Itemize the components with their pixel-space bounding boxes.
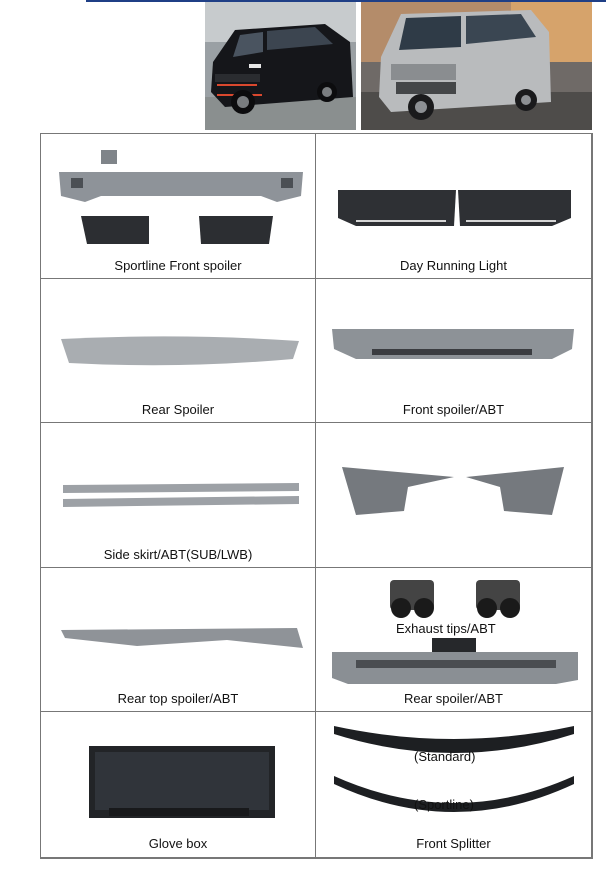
- cell-rear-spoiler: [41, 279, 316, 423]
- cell-glove-box: [41, 712, 316, 858]
- exhaust-tips-label: Exhaust tips/ABT: [396, 621, 496, 636]
- arch-flares-image: [316, 423, 592, 568]
- standard-label: (Standard): [414, 749, 476, 764]
- cell-rear-top-spoiler-abt: [41, 568, 316, 712]
- cell-sportline-front-spoiler: [41, 134, 316, 279]
- cell-front-spoiler-abt: [316, 279, 592, 423]
- rear-top-spoiler-label: Rear top spoiler/ABT: [117, 691, 239, 706]
- cell-front-splitter: [316, 712, 592, 858]
- glove-box-label: Glove box: [148, 836, 208, 851]
- rear-spoiler-label: Rear Spoiler: [141, 402, 215, 417]
- sportline-front-spoiler-label: Sportline Front spoiler: [114, 258, 242, 273]
- side-skirt-label: Side skirt/ABT(SUB/LWB): [103, 547, 253, 562]
- front-spoiler-abt-label: Front spoiler/ABT: [402, 402, 505, 417]
- cell-arch-flares: [316, 423, 592, 568]
- cell-side-skirt-abt: [41, 423, 316, 568]
- parts-catalog-grid: [40, 133, 593, 859]
- silver-van-photo: [361, 2, 592, 130]
- cell-day-running-light: [316, 134, 592, 279]
- dark-van-photo: [205, 2, 356, 130]
- rear-spoiler-abt-label: Rear spoiler/ABT: [404, 691, 503, 706]
- front-splitter-label: Front Splitter: [416, 836, 491, 851]
- day-running-light-label: Day Running Light: [400, 258, 507, 273]
- sportline-label: (Sportline): [414, 797, 474, 812]
- cell-rear-spoiler-abt: [316, 568, 592, 712]
